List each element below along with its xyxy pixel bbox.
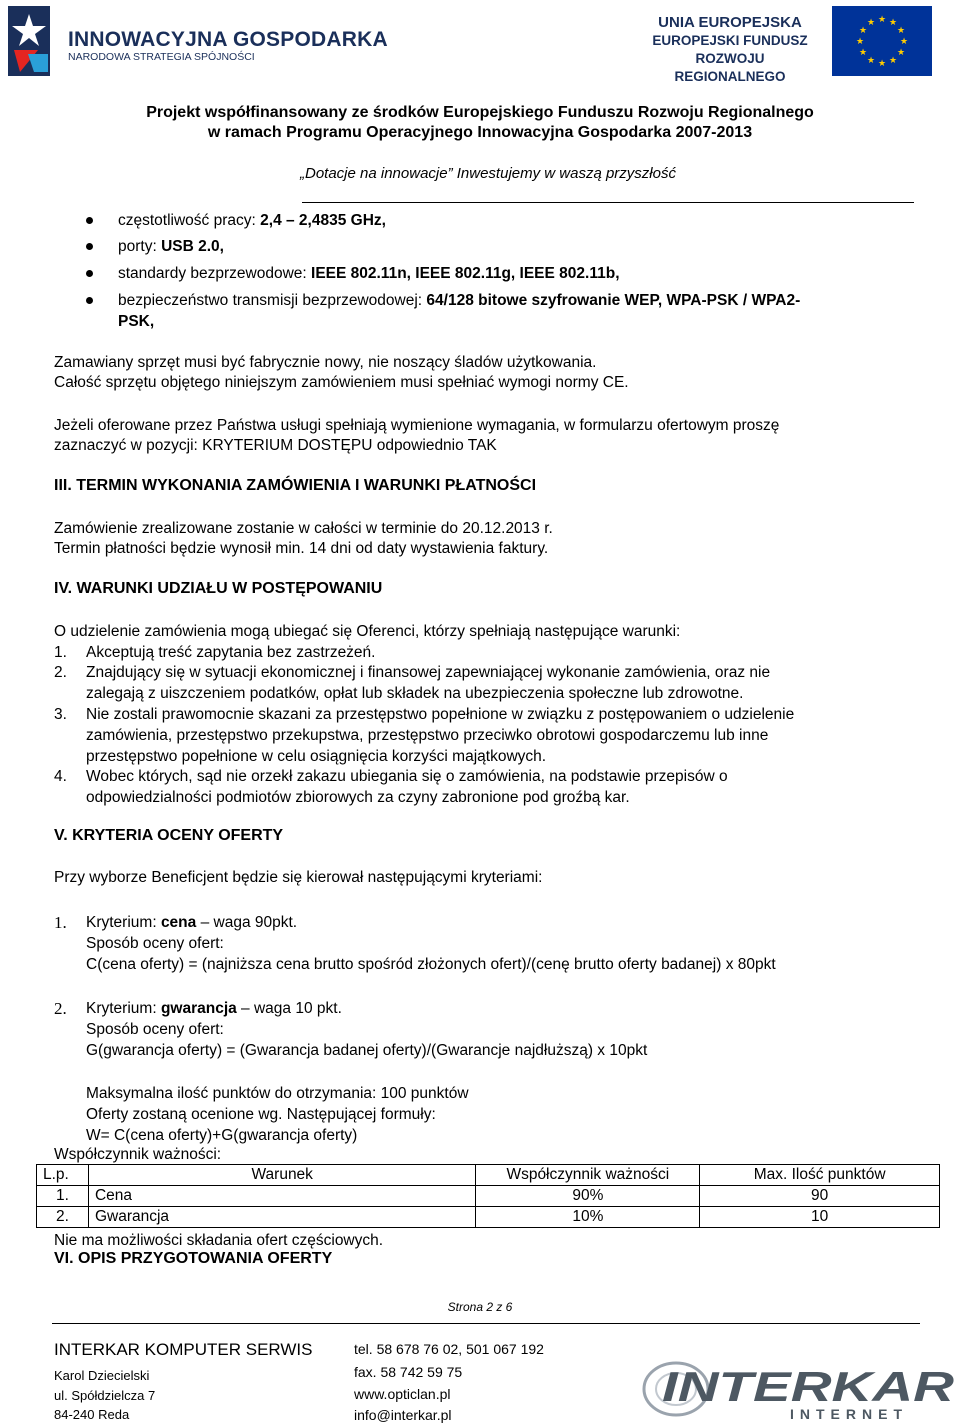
criteria-table	[36, 1164, 940, 1228]
website-link[interactable]: www.opticlan.pl	[354, 1386, 451, 1402]
company-street: ul. Spółdzielcza 7	[54, 1388, 156, 1403]
svg-text:★: ★	[855, 37, 865, 47]
email-link[interactable]: info@interkar.pl	[354, 1407, 452, 1423]
condition-number: 4.	[54, 768, 67, 785]
condition-number: 1.	[54, 644, 67, 661]
table-header-row	[37, 1165, 940, 1186]
spec-value: 64/128 bitowe szyfrowanie WEP, WPA-PSK / WPA2-	[426, 292, 801, 309]
interkar-logo	[640, 1355, 958, 1423]
total-formula: W= C(cena oferty)+G(gwarancja oferty)	[86, 1127, 358, 1144]
spec-ports	[86, 236, 936, 257]
company-city: 84-240 Reda	[54, 1407, 130, 1422]
bullet-icon	[86, 297, 93, 304]
section-5-heading: V. KRYTERIA OCENY OFERTY	[54, 827, 284, 844]
criterion-label: Kryterium:	[86, 914, 161, 931]
svg-text:★: ★	[888, 18, 898, 28]
eu-line2: EUROPEJSKI FUNDUSZ	[652, 33, 808, 48]
condition-line: Wobec których, sąd nie orzekł zakazu ubiegania się o zamówienia, na podstawie przepisów o	[86, 768, 728, 785]
max-points: Maksymalna ilość punktów do otrzymania: 100 punktów	[86, 1085, 469, 1102]
motto: „Dotacje na innowacje” Inwestujemy w waszą przyszłość	[300, 165, 676, 182]
criterion-price	[54, 912, 776, 975]
ig-title: INNOWACYJNA GOSPODARKA	[68, 28, 388, 51]
criteria-intro: Przy wyborze Beneficjent będzie się kierował następującymi kryteriami:	[54, 869, 543, 886]
condition-line: Znajdujący się w sytuacji ekonomicznej i finansowej zapewniającej wykonanie zamówienia, oraz nie	[86, 664, 771, 681]
col-condition: Warunek	[88, 1165, 475, 1186]
contact-phone: tel. 58 678 76 02, 501 067 192	[354, 1341, 544, 1357]
access-criterion-line-1: Jeżeli oferowane przez Państwa usługi spełniają wymienione wymagania, w formularzu ofertowym proszę	[54, 417, 780, 434]
spec-label: częstotliwość pracy:	[118, 212, 261, 229]
criterion-warranty	[54, 998, 647, 1061]
ce-norm-text: Całość sprzętu objętego niniejszym zamówieniem musi spełniać wymogi normy CE.	[54, 374, 629, 391]
cell-condition: Cena	[88, 1186, 475, 1207]
condition-item	[54, 766, 934, 808]
table-row	[37, 1207, 940, 1228]
criterion-formula: C(cena oferty) = (najniższa cena brutto spośród złożonych ofert)/(cenę brutto oferty badanej) x 80pkt	[86, 956, 776, 973]
svg-text:★: ★	[866, 56, 876, 66]
table-row	[37, 1186, 940, 1207]
formula-intro: Oferty zostaną ocenione wg. Następującej formuły:	[86, 1106, 436, 1123]
page-number: Strona 2 z 6	[447, 1300, 513, 1314]
new-equipment-text: Zamawiany sprzęt musi być fabrycznie nowy, nie noszący śladów użytkowania.	[54, 354, 597, 371]
cell-weight: 10%	[476, 1207, 700, 1228]
access-criterion-line-2: zaznaczyć w pozycji: KRYTERIUM DOSTĘPU odpowiednio TAK	[54, 437, 497, 454]
svg-text:★: ★	[899, 37, 909, 47]
cell-lp: 2.	[37, 1207, 89, 1228]
no-partial-offers: Nie ma możliwości składania ofert częściowych.	[54, 1232, 384, 1249]
cell-max-points: 10	[700, 1207, 940, 1228]
spec-label: porty:	[118, 238, 162, 255]
project-line-1: Projekt współfinansowany ze środków Europejskiego Funduszu Rozwoju Regionalnego	[146, 104, 814, 121]
completion-deadline: Zamówienie zrealizowane zostanie w całości w terminie do 20.12.2013 r.	[54, 520, 553, 537]
condition-line: Akceptują treść zapytania bez zastrzeżeń.	[86, 644, 376, 661]
company-owner: Karol Dziecielski	[54, 1368, 150, 1383]
cell-max-points: 90	[700, 1186, 940, 1207]
bullet-icon	[86, 217, 93, 224]
spec-standards	[86, 263, 936, 284]
criterion-name: gwarancja	[160, 1000, 237, 1017]
condition-line: przestępstwo popełnione w celu osiągnięcia korzyści majątkowych.	[86, 748, 547, 765]
eu-line1: UNIA EUROPEJSKA	[658, 14, 802, 31]
bullet-icon	[86, 270, 93, 277]
cell-lp: 1.	[37, 1186, 89, 1207]
spec-value: USB 2.0,	[161, 238, 224, 255]
eu-line3: ROZWOJU REGIONALNEGO	[674, 51, 786, 84]
contact-fax: fax. 58 742 59 75	[354, 1364, 463, 1380]
condition-line: Nie zostali prawomocnie skazani za przestępstwo popełnione w związku z postępowaniem o udzielenie	[86, 706, 795, 723]
condition-number: 2.	[54, 664, 67, 681]
contact-website[interactable]	[354, 1386, 451, 1402]
project-line-2: w ramach Programu Operacyjnego Innowacyjna Gospodarka 2007-2013	[207, 124, 753, 141]
criterion-weight: – waga 10 pkt.	[236, 1000, 342, 1017]
svg-text:★: ★	[877, 59, 887, 69]
contact-email[interactable]	[354, 1407, 451, 1423]
svg-text:★: ★	[858, 48, 868, 58]
eu-text	[640, 14, 820, 86]
col-max-points: Max. Ilość punktów	[700, 1165, 940, 1186]
spec-value-cont: PSK,	[118, 313, 155, 330]
criterion-weight: – waga 90pkt.	[196, 914, 298, 931]
logo-text: INTERKAR	[662, 1363, 955, 1410]
logo-subtext: INTERNET	[790, 1406, 908, 1422]
bullet-icon	[86, 243, 93, 250]
conditions-intro: O udzielenie zamówienia mogą ubiegać się Oferenci, którzy spełniają następujące warunki:	[54, 623, 681, 640]
condition-item	[54, 704, 934, 767]
criterion-name: cena	[160, 914, 197, 931]
section-4-heading: IV. WARUNKI UDZIAŁU W POSTĘPOWANIU	[54, 580, 383, 597]
condition-line: zamówienia, przestępstwo przekupstwa, przestępstwo przeciwko obrotowi gospodarczemu lub inne	[86, 727, 769, 744]
company-name: INTERKAR KOMPUTER SERWIS	[54, 1340, 313, 1359]
payment-term: Termin płatności będzie wynosił min. 14 dni od daty wystawienia faktury.	[54, 540, 549, 557]
criterion-formula: G(gwarancja oferty) = (Gwarancja badanej oferty)/(Gwarancje najdłuższą) x 10pkt	[86, 1042, 648, 1059]
svg-text:★: ★	[877, 15, 887, 25]
footer-divider	[52, 1323, 920, 1324]
condition-number: 3.	[54, 706, 67, 723]
col-lp: L.p.	[37, 1165, 89, 1186]
spec-security	[86, 290, 936, 332]
ig-subtitle: NARODOWA STRATEGIA SPÓJNOŚCI	[68, 51, 255, 63]
cell-weight: 90%	[476, 1186, 700, 1207]
spec-frequency	[86, 210, 936, 231]
condition-line: zalegają z uiszczeniem podatków, opłat lub składek na ubezpieczenia społeczne lub zdrowotne.	[86, 685, 744, 702]
section-3-heading: III. TERMIN WYKONANIA ZAMÓWIENIA I WARUNKI PŁATNOŚCI	[54, 477, 537, 494]
section-6-heading: VI. OPIS PRZYGOTOWANIA OFERTY	[54, 1250, 333, 1267]
innowacyjna-gospodarka-logo	[8, 6, 50, 76]
eu-flag-icon	[832, 6, 932, 76]
cell-condition: Gwarancja	[88, 1207, 475, 1228]
col-weight: Współczynnik ważności	[476, 1165, 700, 1186]
spec-value: IEEE 802.11n, IEEE 802.11g, IEEE 802.11b,	[311, 265, 620, 282]
spec-value: 2,4 – 2,4835 GHz,	[260, 212, 386, 229]
svg-text:★: ★	[858, 26, 868, 36]
spec-label: standardy bezprzewodowe:	[118, 265, 312, 282]
condition-item	[54, 642, 934, 663]
criterion-method: Sposób oceny ofert:	[86, 935, 224, 952]
svg-text:★: ★	[896, 26, 906, 36]
condition-item	[54, 662, 934, 704]
criterion-number: 1.	[54, 913, 67, 932]
scoring-summary	[54, 1083, 469, 1146]
svg-text:★: ★	[866, 18, 876, 28]
header-divider	[302, 202, 914, 203]
condition-line: odpowiedzialności podmiotów zbiorowych za czyny zabronione pod groźbą kar.	[86, 789, 630, 806]
criterion-number: 2.	[54, 999, 67, 1018]
spec-label: bezpieczeństwo transmisji bezprzewodowej:	[118, 292, 427, 309]
criterion-method: Sposób oceny ofert:	[86, 1021, 224, 1038]
svg-text:★: ★	[888, 56, 898, 66]
weight-label: Współczynnik ważności:	[54, 1146, 222, 1163]
criterion-label: Kryterium:	[86, 1000, 161, 1017]
svg-text:★: ★	[896, 48, 906, 58]
